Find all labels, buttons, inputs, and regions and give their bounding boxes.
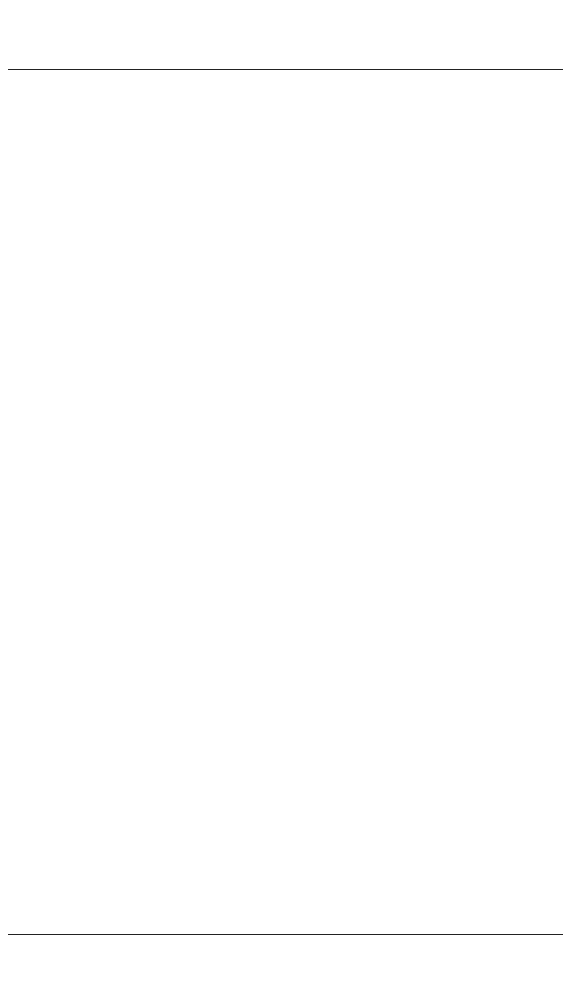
page-divider [8, 934, 563, 935]
header-divider [8, 69, 563, 70]
